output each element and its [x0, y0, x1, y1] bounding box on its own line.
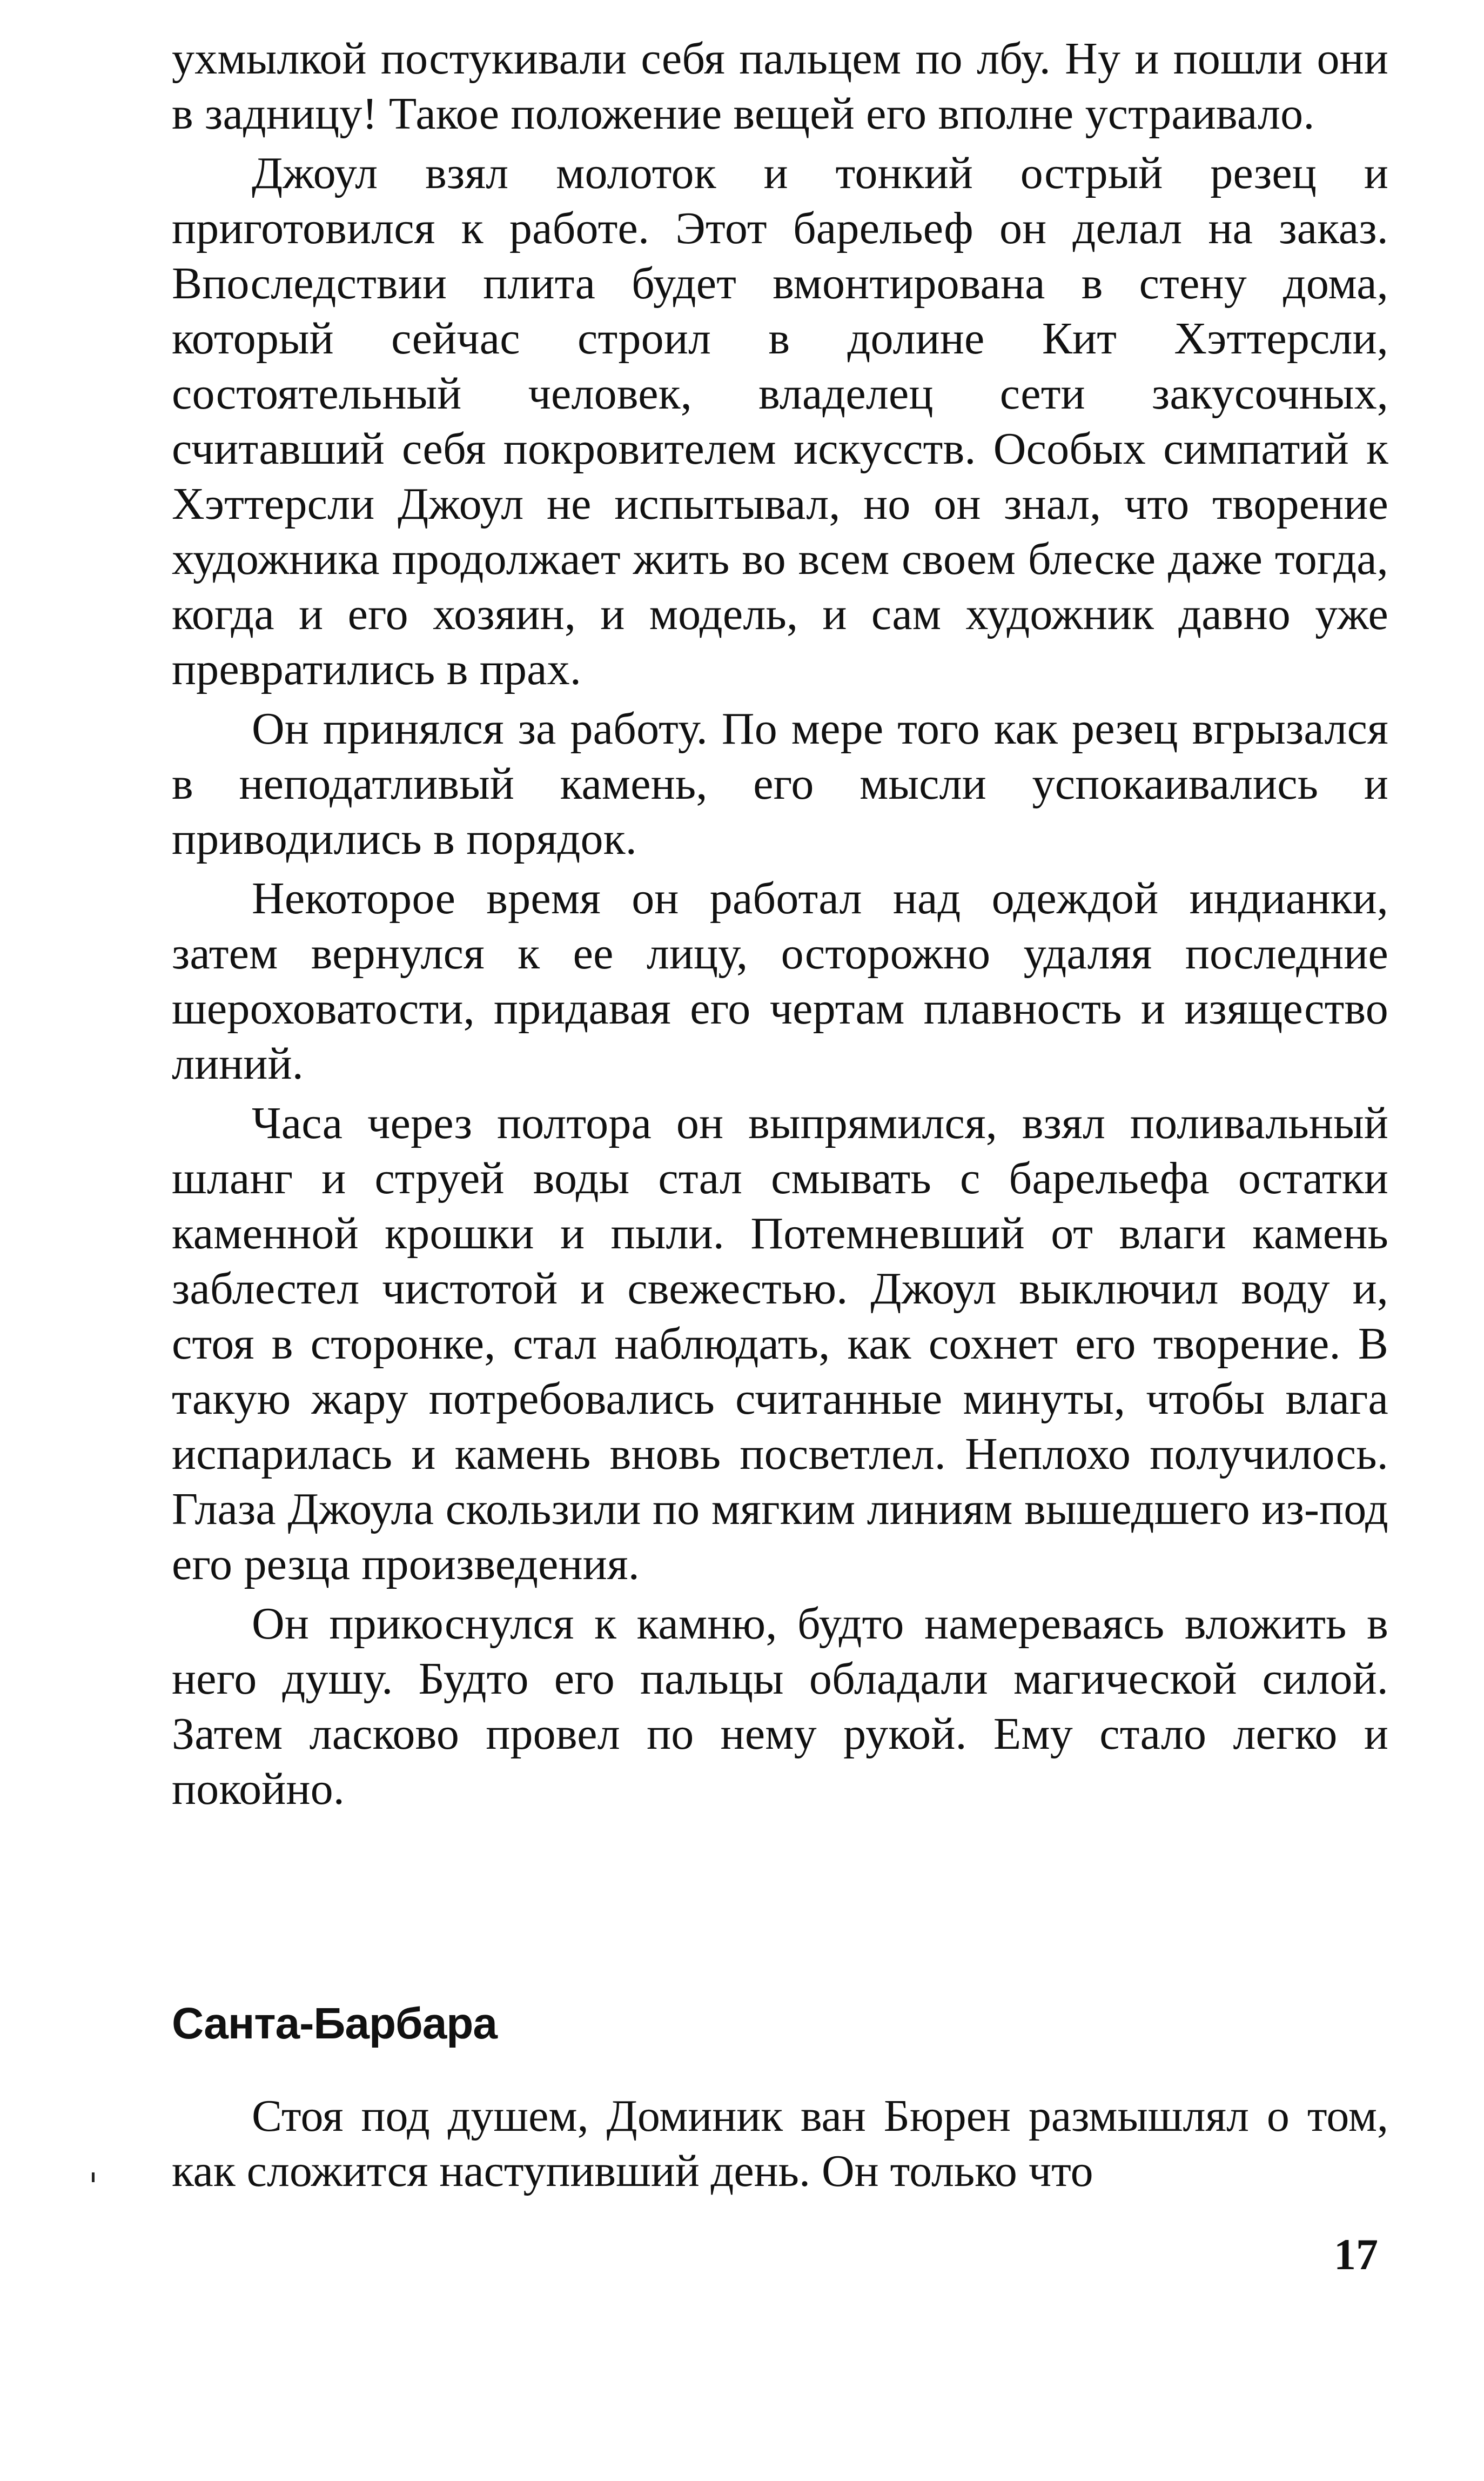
paragraph-3: Он принялся за работу. По мере того как резец вгрызался в неподатливый камень, его мысли успокаивались и приводились в порядок. [172, 704, 1388, 864]
paragraph-5: Часа через полтора он выпрямился, взял поливальный шланг и струей воды стал смывать с барельефа остатки каменной крошки и пыли. Потемневший от влаги камень заблестел чистотой и свежестью. Джоул выключил воду и, стоя в сторонке, стал наблюдать, как сохнет его творение. В такую жару потребовались считанные минуты, чтобы влага испарилась и камень вновь посветлел. Неплохо получилось. Глаза Джоула скользили по мягким линиям вышедшего из-под его резца произведения. [172, 1098, 1388, 1589]
body-text [172, 31, 1388, 1817]
paragraph-4: Некоторое время он работал над одеждой индианки, затем вернулся к ее лицу, осторожно удаляя последние шероховатости, придавая его чертам плавность и изящество линий. [172, 873, 1388, 1089]
paragraph-6: Он прикоснулся к камню, будто намереваясь вложить в него душу. Будто его пальцы обладали магической силой. Затем ласково провел по нему рукой. Ему стало легко и покойно. [172, 1599, 1388, 1814]
page-number: 17 [1334, 2230, 1378, 2279]
section-heading: Санта-Барбара [172, 1999, 497, 2048]
print-speck [92, 2172, 95, 2182]
section-paragraph: Стоя под душем, Доминик ван Бюрен размышлял о том, как сложится наступивший день. Он только что [172, 2091, 1388, 2196]
paragraph-2: Джоул взял молоток и тонкий острый резец и приготовился к работе. Этот барельеф он делал на заказ. Впоследствии плита будет вмонтирована в стену дома, который сейчас строил в долине Кит Хэттерсли, состоятельный человек, владелец сети закусочных, считавший себя покровителем искусств. Особых симпатий к Хэттерсли Джоул не испытывал, но он знал, что творение художника продолжает жить во всем своем блеске даже тогда, когда и его хозяин, и модель, и сам художник давно уже превратились в прах. [172, 148, 1388, 694]
section-body-text [172, 2089, 1388, 2199]
paragraph-1: ухмылкой постукивали себя пальцем по лбу. Ну и пошли они в задницу! Такое положение вещей его вполне устраивало. [172, 34, 1388, 139]
